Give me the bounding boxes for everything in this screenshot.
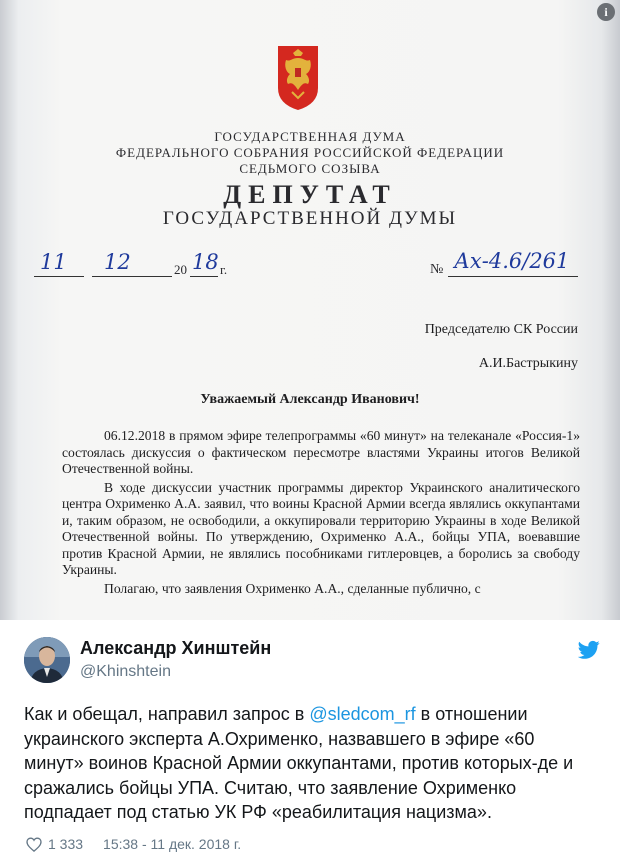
tweet-meta (26, 836, 241, 852)
tweet-text-after: в отношении украинского эксперта А.Охрименко, назвавшего в эфире «60 минут» воинов Красной Армии оккупантами, против которых-де и сражались бойцы УПА. Считаю, что заявление Охрименко подпадает под статью УК РФ «реабилитация нацизма». (24, 704, 574, 822)
date-year-mark: г. (220, 262, 228, 277)
heart-icon[interactable] (26, 837, 42, 852)
date-month-line (92, 276, 172, 277)
letter-body (62, 428, 580, 599)
tweet-text-before: Как и обещал, направил запрос в (24, 704, 310, 724)
addressee-name: А.И.Бастрыкину (478, 356, 578, 371)
date-year-prefix: 20 (174, 262, 187, 277)
letter-paragraph: В ходе дискуссии участник программы директор Украинского аналитического центра Охрименко А.А. заявил, что воины Красной Армии всегда являлись оккупантами и, таким образом, не освободили, а оккупировали территорию Украины в ходе Великой Отечественной войны. По утверждению, Охрименко А.А., бойцы УПА, воевавшие против Красной Армии, не являлись пособниками гитлеровцев, а боролись за свободу Украины. (62, 479, 580, 577)
date-year-line (190, 276, 218, 277)
date-month: 12 (104, 250, 131, 274)
letter-greeting: Уважаемый Александр Иванович! (200, 392, 420, 407)
header-line-duma: ГОСУДАРСТВЕННАЯ ДУМА (214, 129, 406, 144)
avatar[interactable] (24, 637, 70, 683)
addressee-position: Председателю СК России (424, 322, 578, 337)
mention-link[interactable]: @sledcom_rf (309, 704, 416, 724)
header-line-convocation: СЕДЬМОГО СОЗЫВА (239, 161, 381, 176)
tweet-timestamp[interactable]: 15:38 - 11 дек. 2018 г. (103, 836, 242, 852)
tweet-text (24, 702, 594, 825)
info-icon[interactable]: i (597, 3, 615, 21)
number-value: Ах-4.6/261 (454, 249, 570, 273)
russian-coat-of-arms-icon (276, 44, 320, 112)
author-name[interactable]: Александр Хинштейн (80, 638, 272, 658)
letter-title: ДЕПУТАТ (223, 180, 397, 209)
like-count[interactable]: 1 333 (48, 836, 84, 852)
date-day-line (34, 276, 84, 277)
author-handle[interactable]: @Khinshtein (80, 663, 171, 680)
header-line-federal-assembly: ФЕДЕРАЛЬНОГО СОБРАНИЯ РОССИЙСКОЙ ФЕДЕРАЦИИ (115, 145, 505, 160)
letter-paragraph: Полагаю, что заявления Охрименко А.А., сделанные публично, с (104, 580, 481, 596)
date-year-suffix: 18 (192, 250, 219, 274)
number-label: № (430, 262, 444, 277)
date-day: 11 (40, 250, 67, 274)
twitter-bird-icon[interactable] (578, 640, 600, 660)
letter-subtitle: ГОСУДАРСТВЕННОЙ ДУМЫ (162, 208, 458, 229)
number-line (448, 276, 578, 277)
letter-paragraph: 06.12.2018 в прямом эфире телепрограммы «60 минут» на телеканале «Россия-1» состоялась дискуссия о фактическом пересмотре властями Украины итогов Великой Отечественной войны. (62, 428, 580, 476)
